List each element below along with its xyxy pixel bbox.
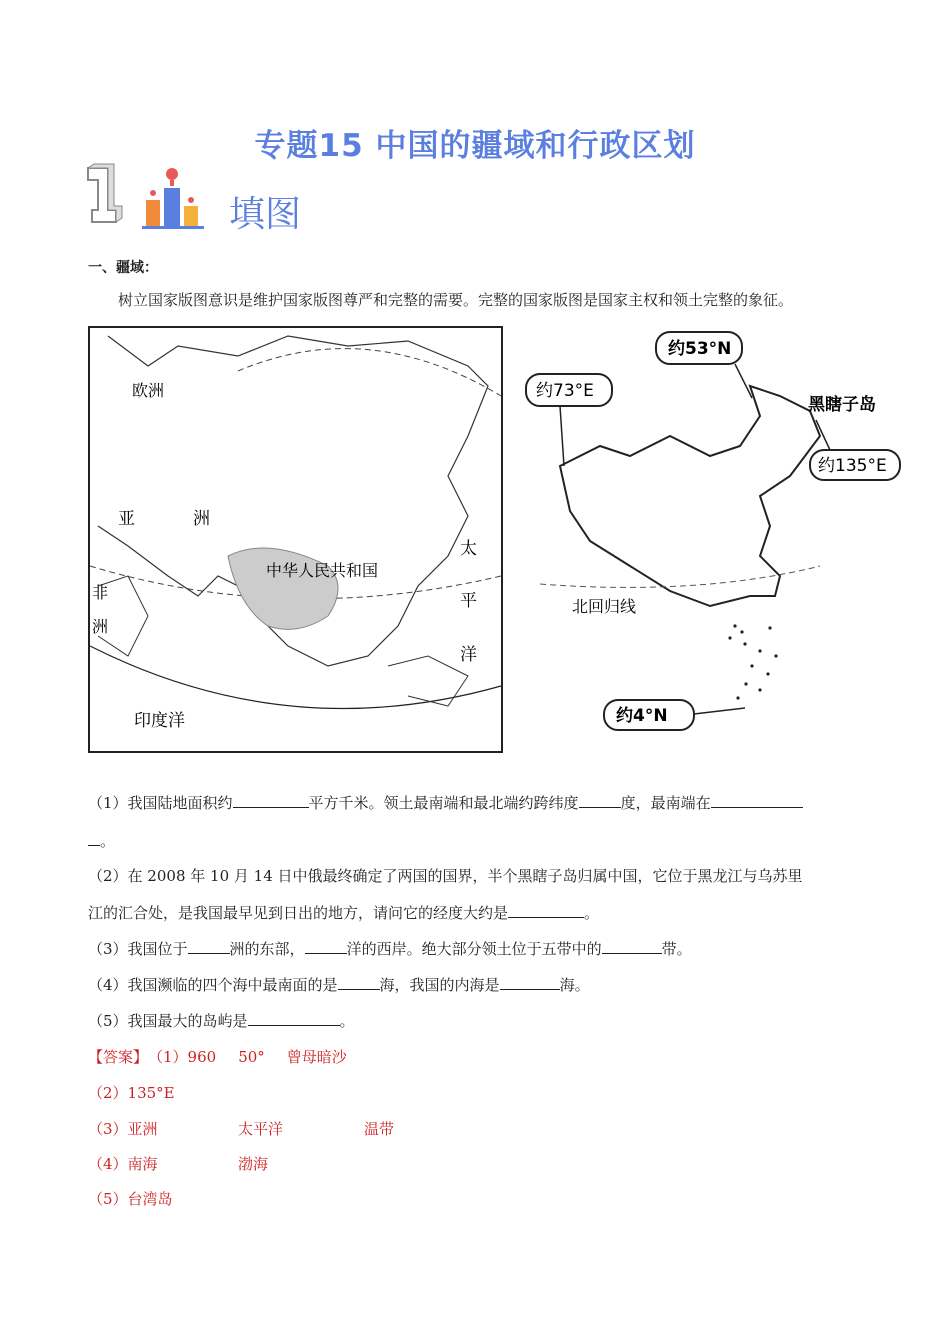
question-1-cont: 。 <box>88 831 115 851</box>
answer-blank[interactable] <box>188 939 230 954</box>
pacific-label-3: 洋 <box>460 645 477 665</box>
asia-label-2: 洲 <box>193 509 210 529</box>
answer-blank[interactable] <box>500 975 560 990</box>
africa-label-1: 非 <box>92 583 109 602</box>
question-3: （3）我国位于 洲的东部， 洋的西岸。绝大部分领土位于五带中的 带。 <box>88 940 692 958</box>
answer-blank[interactable] <box>88 831 100 846</box>
pacific-label-1: 太 <box>460 539 477 559</box>
africa-label-2: 洲 <box>92 617 109 636</box>
section-heading: 一、疆域： <box>88 260 158 276</box>
answer-5: （5）台湾岛 <box>88 1190 173 1208</box>
asia-label-1: 亚 <box>118 509 135 529</box>
answer-blank[interactable] <box>338 975 380 990</box>
question-5: （5）我国最大的岛屿是 。 <box>88 1012 355 1030</box>
banner-label: 填图 <box>229 194 302 235</box>
answer-4: （4）南海 渤海 <box>88 1155 269 1173</box>
lon-135e-label: 约135°E <box>818 456 887 476</box>
question-1: （1）我国陆地面积约 平方千米。领土最南端和最北端约跨纬度 度，最南端在 <box>88 793 803 813</box>
question-2: （2）在 2008 年 10 月 14 日中俄最终确定了两国的国界，半个黑瞎子岛归属中国，它位于黑龙江与乌苏里 <box>88 867 803 885</box>
asia-map <box>88 326 503 753</box>
answer-2: （2）135°E <box>88 1084 175 1102</box>
lat-53n-label: 约53°N <box>668 339 732 359</box>
answer-blank[interactable] <box>602 939 662 954</box>
lon-73e-label: 约73°E <box>536 381 594 401</box>
answer-blank[interactable] <box>711 793 803 808</box>
answer-blank[interactable] <box>508 903 584 918</box>
pacific-label-2: 平 <box>460 591 477 611</box>
answer-tag: 【答案】 <box>88 1048 149 1066</box>
answer-blank[interactable] <box>233 793 309 808</box>
answer-blank[interactable] <box>579 793 621 808</box>
answer-3: （3）亚洲 太平洋 温带 <box>88 1120 395 1138</box>
china-label: 中华人民共和国 <box>266 561 379 580</box>
question-4: （4）我国濒临的四个海中最南面的是 海，我国的内海是 海。 <box>88 976 590 994</box>
tropic-label: 北回归线 <box>572 597 637 616</box>
heixiazi-island-label: 黑瞎子岛 <box>808 395 876 415</box>
china-map <box>520 326 920 746</box>
number-one-icon <box>88 164 122 222</box>
europe-label: 欧洲 <box>132 381 165 400</box>
podium-icon <box>142 168 204 229</box>
question-2-cont: 江的汇合处，是我国最早见到日出的地方，请问它的经度大约是 。 <box>88 904 600 922</box>
page-title: 专题15 中国的疆域和行政区划 <box>254 128 696 164</box>
lat-4n-label: 约4°N <box>616 706 668 726</box>
answer-blank[interactable] <box>305 939 347 954</box>
indian-ocean-label: 印度洋 <box>134 711 185 731</box>
answer-blank[interactable] <box>248 1011 340 1026</box>
answer-1: 【答案】（1）960 50° 曾母暗沙 <box>88 1048 347 1066</box>
intro-paragraph: 树立国家版图意识是维护国家版图尊严和完整的需要。完整的国家版图是国家主权和领土完整的象征。 <box>118 291 794 309</box>
